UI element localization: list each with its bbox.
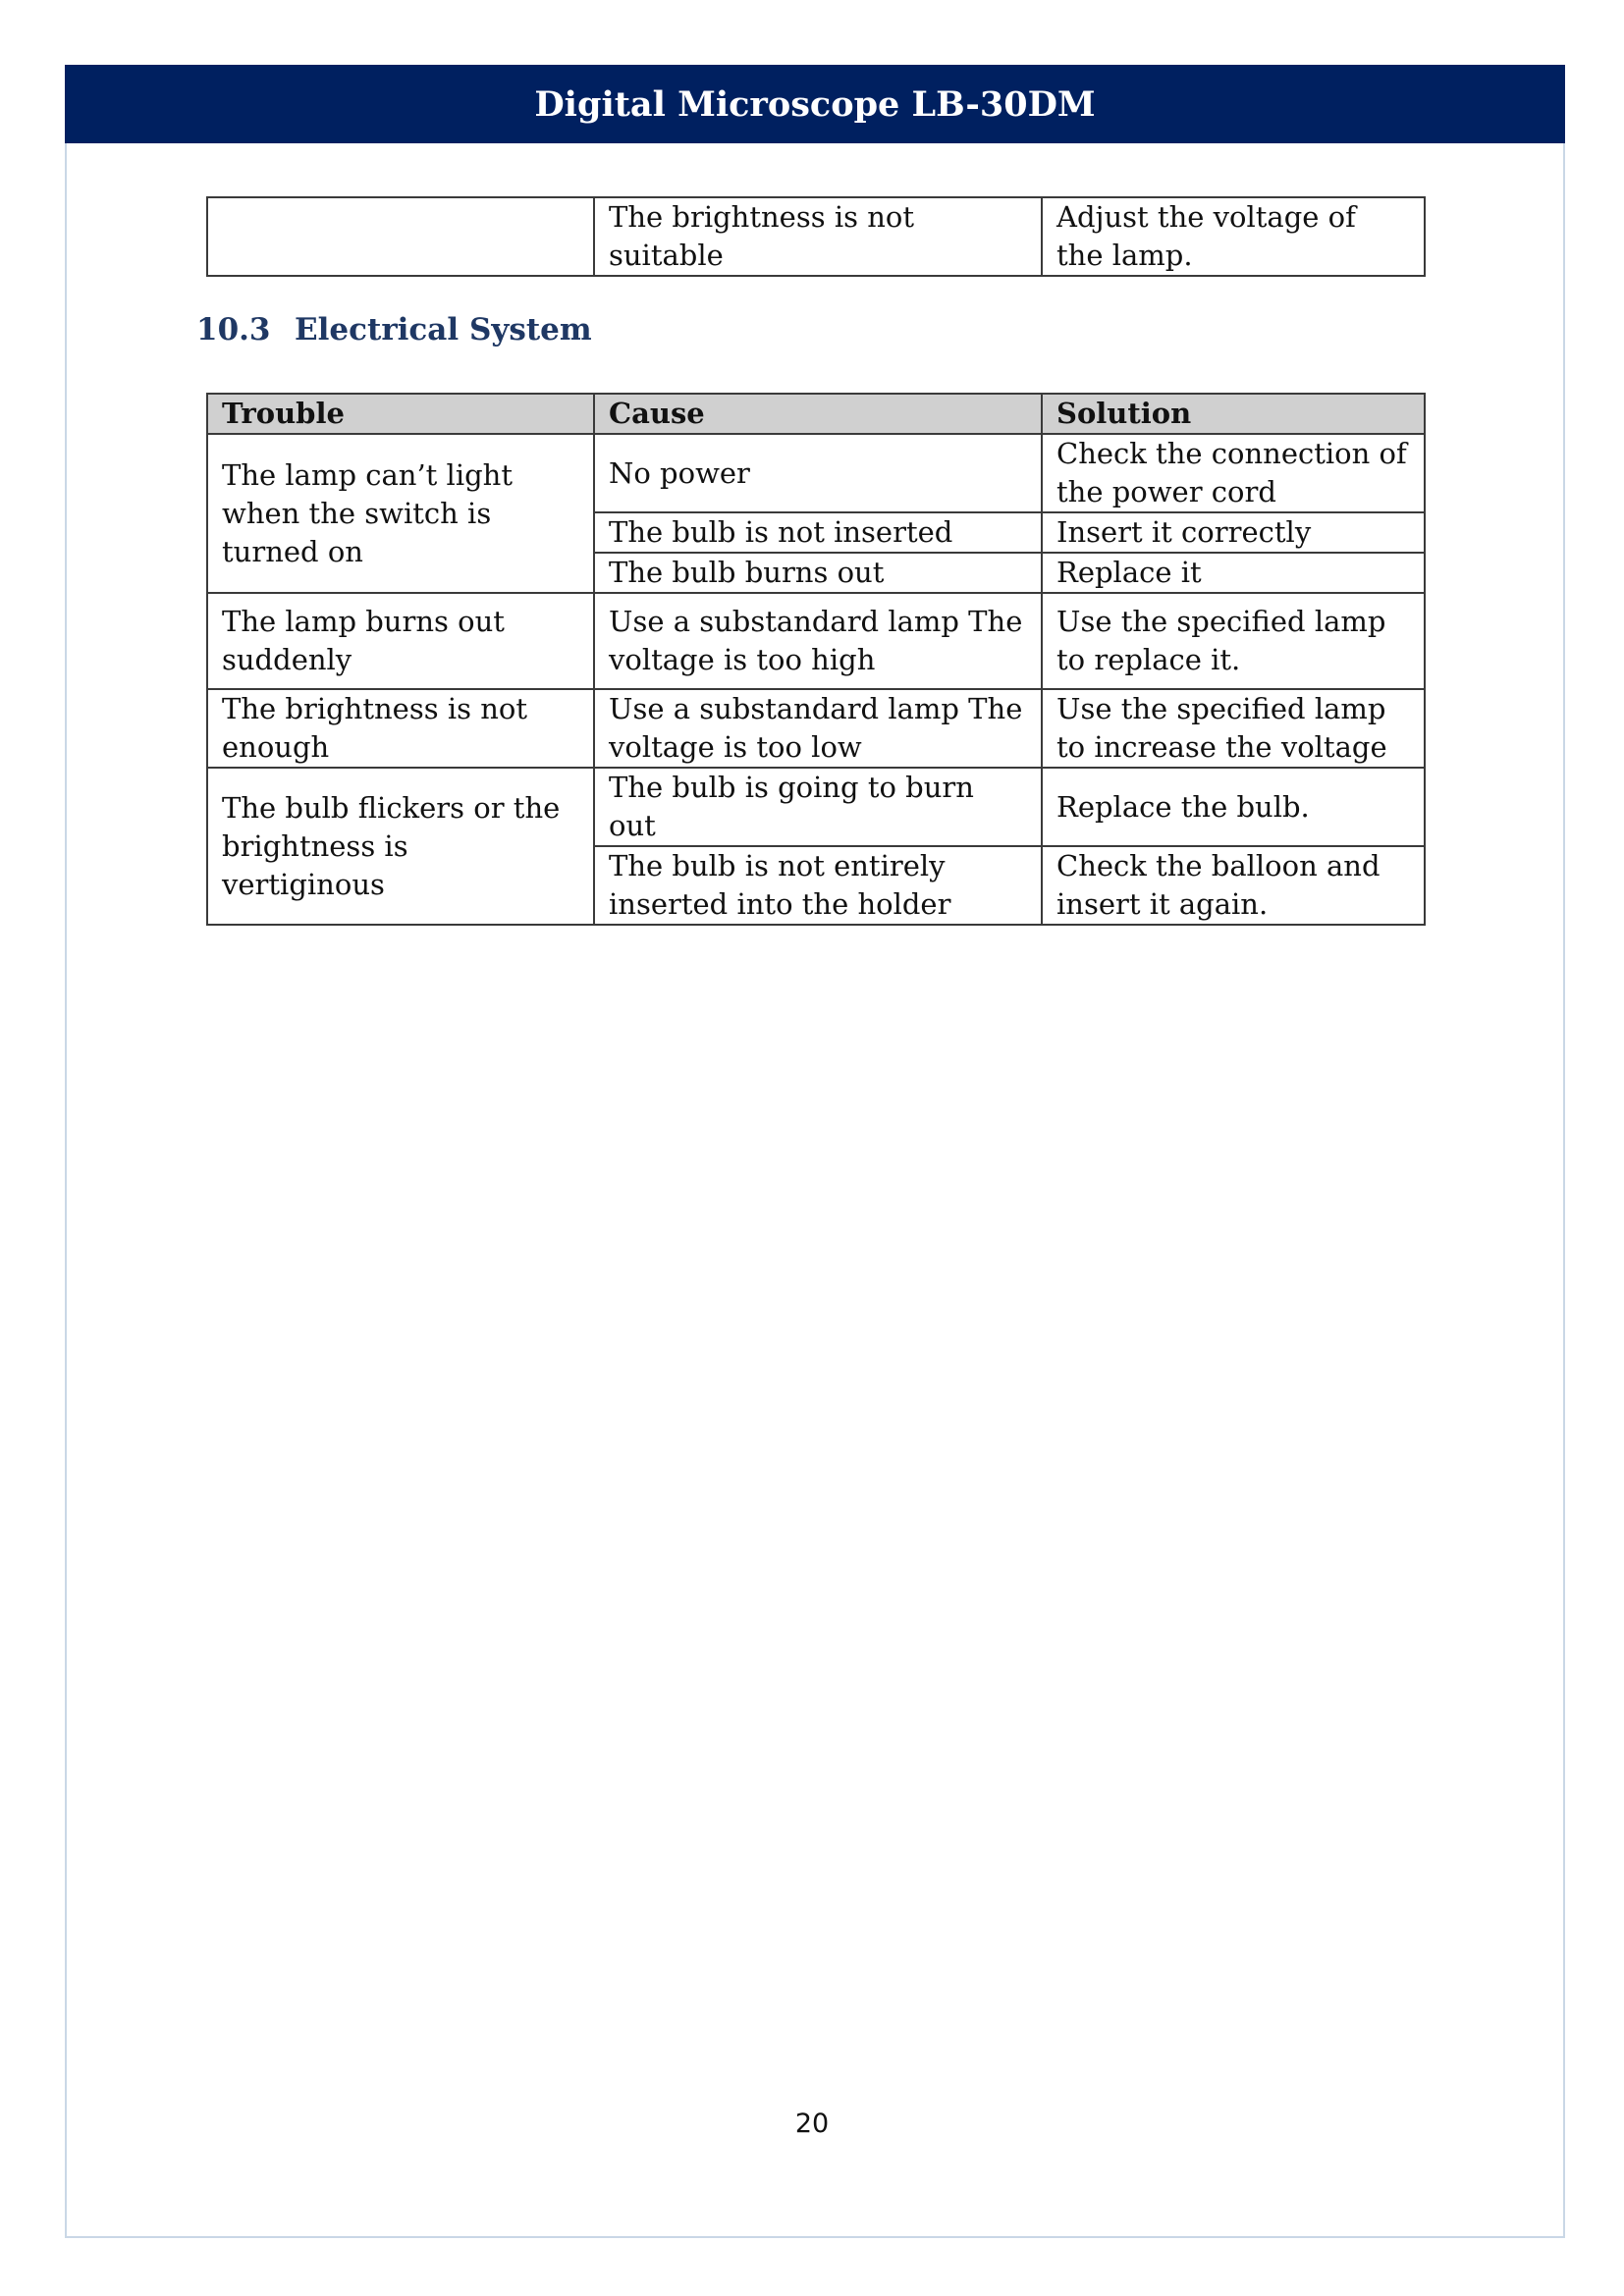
solution-cell: Adjust the voltage of the lamp. [1042,197,1425,276]
electrical-system-table [206,393,1426,926]
document-title: Digital Microscope LB-30DM [534,83,1096,125]
cause-cell: The bulb is going to burn out [594,768,1042,846]
cause-cell: Use a substandard lamp The voltage is too high [594,593,1042,689]
solution-cell: Use the specified lamp to increase the voltage [1042,689,1425,768]
cause-cell: Use a substandard lamp The voltage is too low [594,689,1042,768]
header-cause: Cause [594,394,1042,434]
table-row [207,434,1425,512]
header-solution: Solution [1042,394,1425,434]
continued-troubleshooting-table [206,196,1426,277]
solution-cell: Check the balloon and insert it again. [1042,846,1425,925]
page-number: 20 [794,2109,830,2139]
trouble-cell: The brightness is not enough [207,689,594,768]
cause-cell: The brightness is not suitable [594,197,1042,276]
table-row [207,768,1425,846]
trouble-cell: The bulb flickers or the brightness is vertiginous [207,768,594,925]
trouble-cell: The lamp burns out suddenly [207,593,594,689]
solution-cell: Insert it correctly [1042,512,1425,553]
trouble-cell [207,197,594,276]
table-row [207,593,1425,689]
header-trouble: Trouble [207,394,594,434]
section-heading [196,312,592,347]
trouble-cell: The lamp can’t light when the switch is turned on [207,434,594,593]
table-row [207,689,1425,768]
cause-cell: The bulb is not inserted [594,512,1042,553]
section-title: Electrical System [295,312,592,347]
solution-cell: Check the connection of the power cord [1042,434,1425,512]
cause-cell: No power [594,434,1042,512]
section-number: 10.3 [196,312,271,347]
solution-cell: Replace it [1042,553,1425,593]
cause-cell: The bulb is not entirely inserted into the holder [594,846,1042,925]
page-border [65,65,1565,2238]
table-header-row [207,394,1425,434]
solution-cell: Replace the bulb. [1042,768,1425,846]
cause-cell: The bulb burns out [594,553,1042,593]
solution-cell: Use the specified lamp to replace it. [1042,593,1425,689]
table-row [207,197,1425,276]
document-header [65,65,1565,143]
